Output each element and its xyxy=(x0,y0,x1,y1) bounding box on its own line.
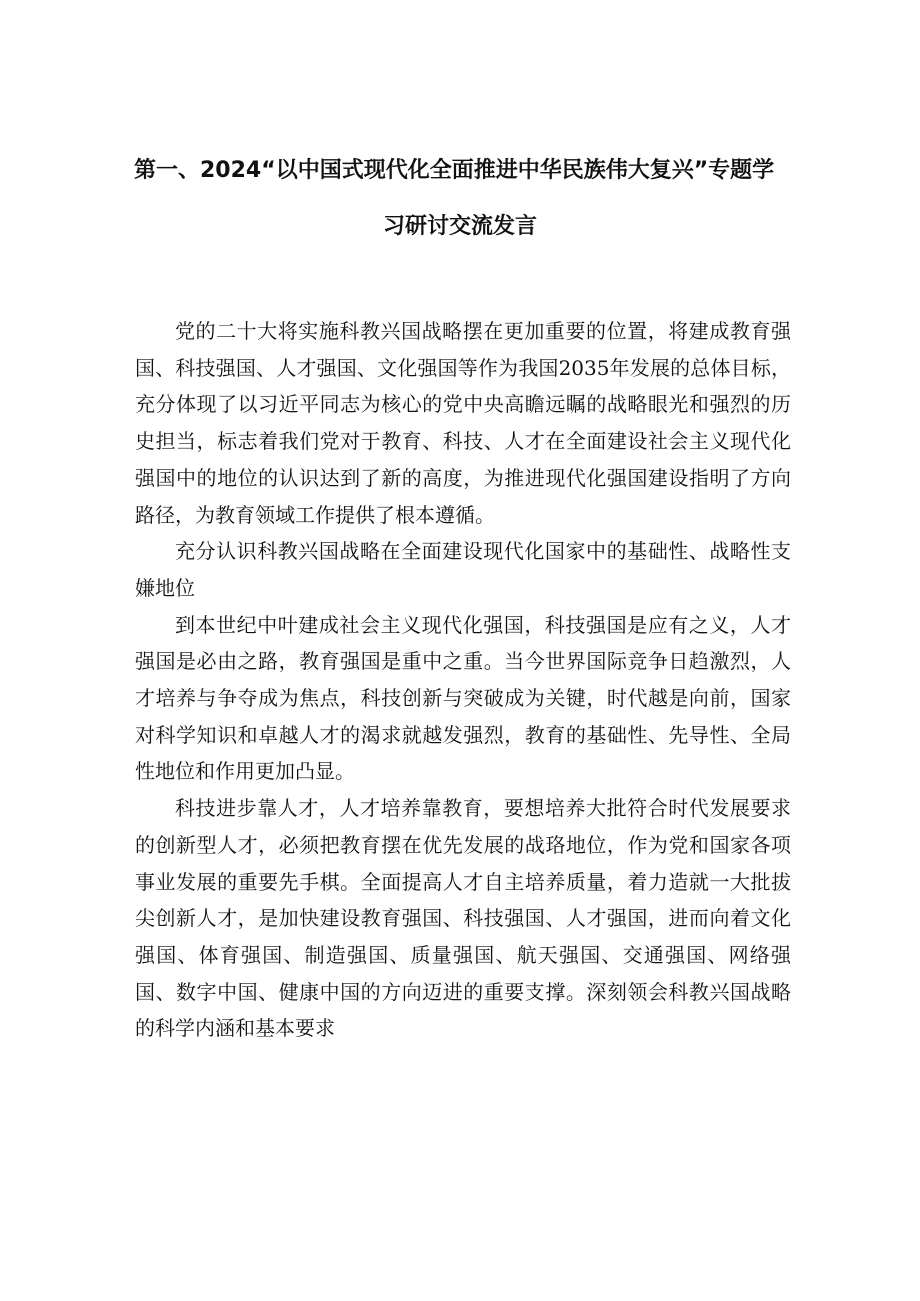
paragraph-1: 党的二十大将实施科教兴国战略摆在更加重要的位置，将建成教育强国、科技强国、人才强国、文化强国等作为我国2035年发展的总体目标，充分体现了以习近平同志为核心的党中央高瞻远瞩的战略眼光和强烈的历史担当，标志着我们党对于教育、科技、人才在全面建设社会主义现代化强国中的地位的认识达到了新的高度，为推进现代化强国建设指明了方向路径，为教育领域工作提供了根本遵循。 xyxy=(135,319,791,527)
paragraph-2: 充分认识科教兴国战略在全面建设现代化国家中的基础性、战略性支嫌地位 xyxy=(135,539,791,600)
document-body xyxy=(135,313,791,1047)
paragraph-3: 到本世纪中叶建成社会主义现代化强国，科技强国是应有之义，人才强国是必由之路，教育强国是重中之重。当今世界国际竞争日趋激烈，人才培养与争夺成为焦点，科技创新与突破成为关键，时代越是向前，国家对科学知识和卓越人才的渴求就越发强烈，教育的基础性、先导性、全局性地位和作用更加凸显。 xyxy=(135,612,791,784)
document-title-line-1: 第一、2024“以中国式现代化全面推进中华民族伟大复兴”专题学 xyxy=(134,158,775,183)
document-title-line-2: 习研讨交流发言 xyxy=(382,214,537,239)
paragraph-4: 科技进步靠人才，人才培养靠教育，要想培养大批符合时代发展要求的创新型人才，必须把教育摆在优先发展的战珞地位，作为党和国家各项事业发展的重要先手棋。全面提高人才自主培养质量，着力造就一大批拔尖创新人才，是加快建设教育强国、科技强国、人才强国，进而向着文化强国、体育强国、制造强国、质量强国、航天强国、交通强国、网络强国、数字中国、健康中国的方向迈进的重要支撑。深刻领会科教兴国战略的科学内涵和基本要求 xyxy=(135,796,791,1041)
